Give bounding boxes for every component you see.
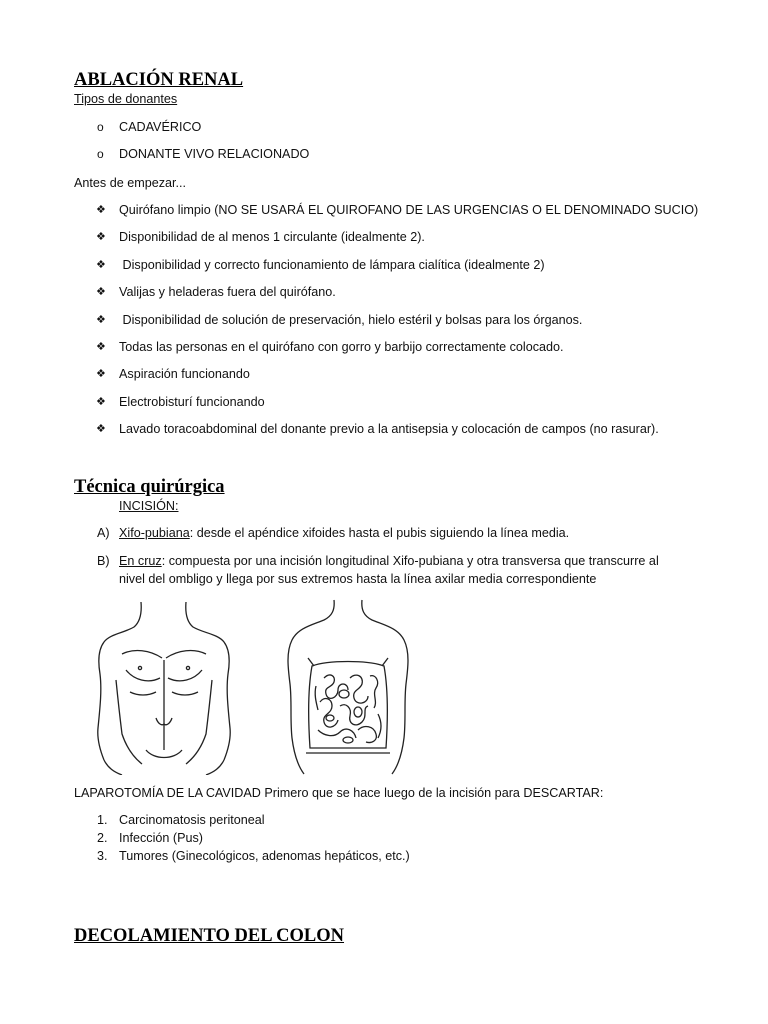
diamond-bullet-icon: ❖ [96,231,106,243]
circle-bullet-icon: o [97,147,104,161]
list-item: CADAVÉRICO [119,120,202,134]
diamond-bullet-icon: ❖ [96,314,106,326]
diamond-bullet-icon: ❖ [96,259,106,271]
torso-illustration-xifo-pubiana [86,600,246,775]
before-label: Antes de empezar... [74,176,187,190]
diamond-bullet-icon: ❖ [96,204,106,216]
list-number: 3. [97,849,108,863]
page-title: ABLACIÓN RENAL [74,70,244,90]
checklist-item: Todas las personas en el quirófano con gorro y barbijo correctamente colocado. [119,340,564,354]
list-item: Infección (Pus) [119,831,203,845]
checklist-item: Disponibilidad de al menos 1 circulante (idealmente 2). [119,230,425,244]
incision-item-cruz [119,554,659,569]
circle-bullet-icon: o [97,120,104,134]
diamond-bullet-icon: ❖ [96,423,106,435]
list-number: 2. [97,831,108,845]
incision-item-xifo [119,526,569,541]
list-number: 1. [97,813,108,827]
list-item: Tumores (Ginecológicos, adenomas hepáticos, etc.) [119,849,410,863]
incision-description-continued: nivel del ombligo y llega por sus extremos hasta la línea axilar media correspondiente [119,572,597,586]
diamond-bullet-icon: ❖ [96,341,106,353]
incision-description: : compuesta por una incisión longitudinal Xifo-pubiana y otra transversa que transcurre al [161,554,659,568]
checklist-item: Electrobisturí funcionando [119,395,265,409]
incision-description: : desde el apéndice xifoides hasta el pubis siguiendo la línea media. [189,526,570,540]
checklist-item: Lavado toracoabdominal del donante previo a la antisepsia y colocación de campos (no rasurar). [119,422,659,436]
list-item: Carcinomatosis peritoneal [119,813,265,827]
section-heading-colon: DECOLAMIENTO DEL COLON [74,926,345,946]
checklist-item: Disponibilidad de solución de preservación, hielo estéril y bolsas para los órganos. [119,313,583,327]
checklist-item: Quirófano limpio (NO SE USARÁ EL QUIROFANO DE LAS URGENCIAS O EL DENOMINADO SUCIO) [119,203,699,217]
incision-label: INCISIÓN: [119,499,179,513]
laparotomy-intro: LAPAROTOMÍA DE LA CAVIDAD Primero que se hace luego de la incisión para DESCARTAR: [74,786,604,800]
checklist-item: Aspiración funcionando [119,367,250,381]
abdomen-illustration-en-cruz [278,598,418,776]
diamond-bullet-icon: ❖ [96,286,106,298]
donor-types-label: Tipos de donantes [74,92,178,106]
incision-term: En cruz [119,554,162,568]
diamond-bullet-icon: ❖ [96,368,106,380]
diamond-bullet-icon: ❖ [96,396,106,408]
section-heading-technique: Técnica quirúrgica [74,477,225,497]
list-item: DONANTE VIVO RELACIONADO [119,147,310,161]
list-marker: B) [97,554,110,568]
incision-term: Xifo-pubiana [119,526,190,540]
checklist-item: Valijas y heladeras fuera del quirófano. [119,285,336,299]
checklist-item: Disponibilidad y correcto funcionamiento de lámpara cialítica (idealmente 2) [119,258,545,272]
list-marker: A) [97,526,110,540]
